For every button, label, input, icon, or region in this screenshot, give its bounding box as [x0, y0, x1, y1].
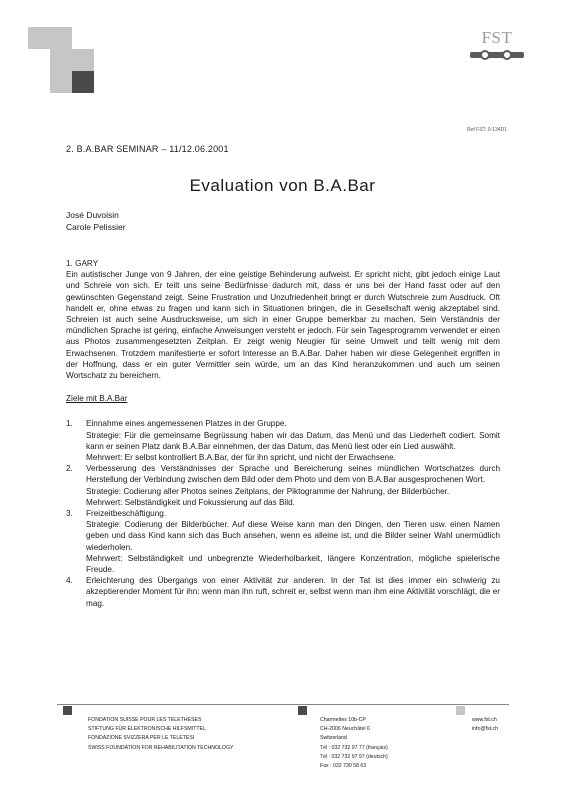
fst-logo [470, 28, 524, 66]
goals-list [66, 418, 500, 608]
author: José Duvoisin [66, 210, 119, 220]
section-paragraph: Ein autistischer Junge von 9 Jahren, der eine geistige Behinderung aufweist. Er spricht nicht, gibt jedoch einige Laut und Schreie von sich. Er teilt uns seine Bedürfnisse dadurch mit, dass er uns bei der Hand fasst oder auf den gewünschten Gegenstand zeigt. Seine Frustration und Unzufriedenheit bringt er durch Wutschreie zum Ausdruck. Oft handelt er, ohne etwas zu fragen und kann sich in Situationen bringen, die in Gesellschaft wenig akzeptabel sind. Schreien ist auch seine Ausdrucksweise, um sich in einer Gruppe bemerkbar zu machen. Sein Verständnis der mündlichen Sprache ist gering, einfache Anweisungen versteht er jedoch. Für sein Tagesprogramm verwendet er einen aus Photos zusammengesetzten Zeitplan. Er zeigt wenig Neugier für seine Umwelt und teilt wenig mit dem Erwachsenen. Trotzdem manifestierte er sofort Interesse an B.A.Bar. Daher haben wir diese Gelegenheit ergriffen in der Hoffnung, dass er ein guter Vermittler sein würde, um an das Kind heranzukommen und auch um seinen Wortschatz zu bereichern. [66, 270, 500, 381]
footer-website-link[interactable]: www.fst.ch [472, 717, 497, 723]
goal-number: 4. [66, 576, 73, 586]
goal-number: 1. [66, 419, 73, 429]
footer-address-line: Charmettes 10b-CP [320, 717, 366, 723]
footer-org-name: STIFTUNG FÜR ELEKTRONISCHE HILFSMITTEL [88, 726, 206, 733]
goal-value: Mehrwert: Er selbst kontrolliert B.A.Bar, der für ihn spricht, und nicht der Erwachsene. [86, 453, 396, 463]
goal-item [66, 575, 500, 609]
goal-strategy: Strategie: Für die gemeinsame Begrüssung haben wir das Datum, das Menü und das Liederheft codiert. Somit kann er seinen Platz dank B.A.Bar einnehmen, der das Datum, das Menü liest oder ein Lied auswählt. [86, 430, 500, 451]
goal-text: Erleichterung des Übergangs von einer Aktivität zur anderen. In der Tat ist dies immer ein schwierig zu akzeptierender Moment für ihn: wenn man ihn ruft, schreit er, selbst wenn man ihm eine Aktivität vorschlägt, die er mag. [86, 576, 500, 608]
goal-value: Mehrwert: Selbständigkeit und unbegrenzte Wiederholbarkeit, längere Konzentration, mögliche spielerische Freude. [86, 553, 500, 575]
goal-item [66, 508, 500, 575]
footer-org-name: FONDATION SUISSE POUR LES TELETHESES [88, 717, 202, 723]
footer-address-line: Tél : 032 732 97 97 (deutsch) [320, 753, 388, 760]
goal-strategy: Strategie: Codierung aller Photos seines Zeitplans, der Piktogramme der Nahrung, der Bilderbücher. [86, 486, 450, 496]
fst-logo-dot [502, 50, 512, 60]
footer-web [472, 716, 498, 734]
footer-address [320, 716, 388, 771]
footer-address-line: Fax : 032 730 58 63 [320, 763, 367, 770]
goal-text: Verbesserung des Verständnisses der Sprache und Bereicherung seines mündlichen Wortschatzes durch Herstellung der Verbindung zwischen dem Bild oder dem Photo und dem von B.A.Bar ausgesprochenen Wort. [86, 464, 500, 485]
decor-square [28, 27, 50, 49]
goals-heading: Ziele mit B.A.Bar [66, 394, 128, 404]
goal-number: 3. [66, 509, 73, 519]
decor-square [50, 27, 72, 49]
footer-square [456, 706, 465, 715]
footer-divider [57, 704, 509, 705]
decor-square [72, 49, 94, 71]
fst-logo-text: FST [481, 28, 513, 47]
authors [66, 210, 126, 233]
goal-item [66, 418, 500, 463]
footer-org-name: SWISS FOUNDATION FOR REHABILITATION TECHNOLOGY [88, 744, 234, 751]
decor-square [50, 49, 72, 71]
footer-org-name: FONDAZIONE SVIZZERA PER LE TELETESI [88, 735, 195, 742]
author: Carole Pelissier [66, 221, 126, 232]
decor-square [50, 71, 72, 93]
footer-address-line: CH-2006 Neuchâtel 6 [320, 726, 370, 733]
footer-square [298, 706, 307, 715]
document-title: Evaluation von B.A.Bar [189, 176, 376, 195]
footer-org-names [88, 716, 233, 753]
section-heading: 1. GARY [66, 259, 99, 268]
decor-square [72, 71, 94, 93]
fst-logo-band [470, 52, 524, 58]
fst-logo-dot [480, 50, 490, 60]
footer-address-line: Tél : 032 732 97 77 (français) [320, 744, 388, 751]
footer-square [63, 706, 72, 715]
seminar-line: 2. B.A.BAR SEMINAR – 11/12.06.2001 [66, 144, 229, 154]
goal-value: Mehrwert: Selbständigkeit und Fokussierung auf das Bild. [86, 497, 295, 507]
footer-email-link[interactable]: info@fst.ch [472, 726, 499, 733]
document-body [66, 258, 500, 609]
goal-number: 2. [66, 464, 73, 474]
reference-number: Ref FST: 0-134D1 [466, 127, 507, 133]
goal-text: Freizeitbeschäftigung. [86, 509, 167, 519]
footer-address-line: Switzerland [320, 735, 347, 742]
goal-text: Einnahme eines angemessenen Platzes in der Gruppe. [86, 419, 287, 429]
goal-strategy: Strategie: Codierung der Bilderbücher. Auf diese Weise kann man den Dingen, den Tieren usw. einen Namen geben und dass Kind kann sich das Buch ansehen, wenn es alleine ist, und die Bilder seiner Wahl unermüdlich wiederholen. [86, 520, 500, 552]
goal-item [66, 463, 500, 508]
